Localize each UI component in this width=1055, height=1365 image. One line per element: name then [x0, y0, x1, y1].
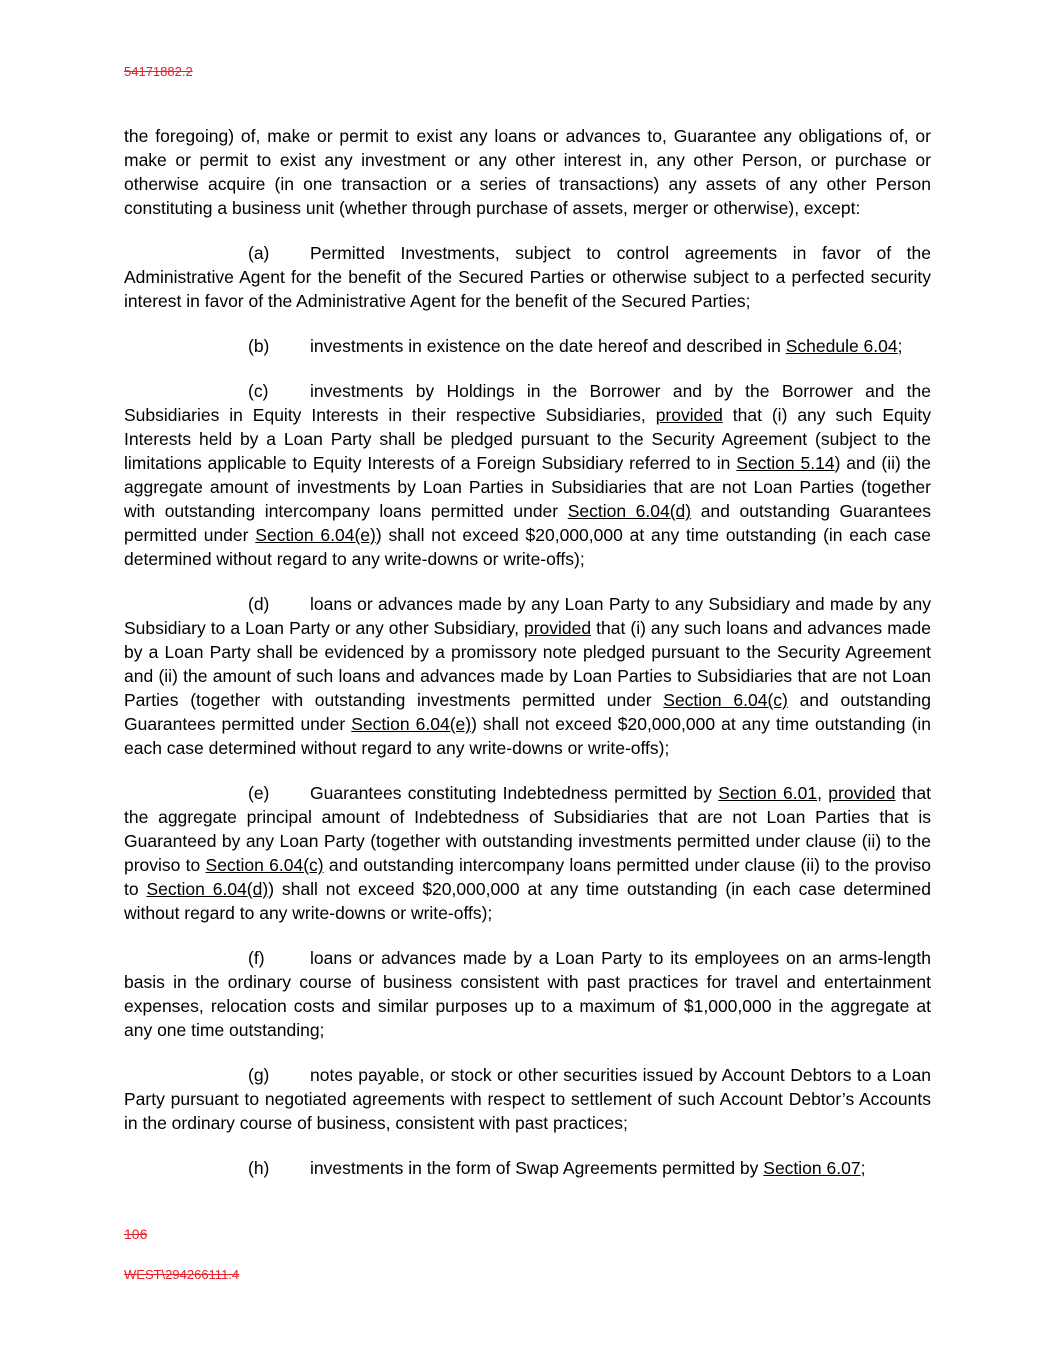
clause-label: (h) [248, 1158, 270, 1178]
cross-reference: provided [523, 618, 592, 638]
clause-text: and outstanding Guarantees permitted under [124, 501, 931, 545]
clause-text: that the aggregate principal amount of Indebtedness of Subsidiaries that are not Loan Parties that is Guaranteed by any Loan Party (together with outstanding investments permitted under clause (ii) to the proviso to [124, 783, 931, 875]
cross-reference: Section 6.04(d) [567, 501, 692, 521]
clause-text: Guarantees constituting Indebtedness permitted by [310, 783, 719, 803]
cross-reference: Section 6.04(d) [146, 879, 269, 899]
clause-text: ) shall not exceed $20,000,000 at any time outstanding (in each case determined without regard to any write-downs or write-offs); [124, 714, 931, 758]
clause-text: that (i) any such Equity Interests held by a Loan Party shall be pledged pursuant to the Security Agreement (subject to the limitations applicable to Equity Interests of a Foreign Subsidiary referred to in [124, 405, 931, 473]
cross-reference: provided [655, 405, 723, 425]
page-number: 106 [124, 1226, 148, 1242]
clause-label: (e) [248, 783, 270, 803]
clause-text: loans or advances made by a Loan Party to its employees on an arms-length basis in the ordinary course of business consistent with past practices for travel and entertainment expenses, relocation costs and similar purposes up to a maximum of $1,000,000 in the aggregate at any one time outstanding; [124, 948, 931, 1040]
clause-f [124, 946, 931, 1042]
clause-label: (d) [248, 594, 270, 614]
header-document-id: 54171882.2 [124, 64, 193, 79]
clause-text: that (i) any such loans and advances made by a Loan Party shall be evidenced by a promissory note pledged pursuant to the Security Agreement and (ii) the amount of such loans and advances made by Loan Parties to Subsidiaries that are not Loan Parties (together with outstanding investments permitted under [124, 618, 931, 710]
clause-text: investments by Holdings in the Borrower and by the Borrower and the Subsidiaries in Equity Interests in their respective Subsidiaries, [124, 381, 931, 425]
cross-reference: Section 6.07 [763, 1158, 861, 1178]
clause-label: (a) [248, 243, 270, 263]
clause-text: notes payable, or stock or other securities issued by Account Debtors to a Loan Party pursuant to negotiated agreements with respect to settlement of such Account Debtor’s Accounts in the ordinary course of business, consistent with past practices; [124, 1065, 931, 1133]
clause-label: (b) [248, 336, 270, 356]
clause-b [124, 334, 931, 358]
clause-label: (f) [248, 948, 265, 968]
clause-label: (g) [248, 1065, 270, 1085]
intro-paragraph: the foregoing) of, make or permit to exist any loans or advances to, Guarantee any obligations of, or make or permit to exist any investment or any other interest in, any other Person, or purchase or otherwise acquire (in one transaction or a series of transactions) any assets of any other Person constituting a business unit (whether through purchase of assets, merger or otherwise), except: [124, 126, 931, 218]
clause-text: and outstanding intercompany loans permitted under clause (ii) to the proviso to [124, 855, 931, 899]
clause-c [124, 379, 931, 571]
footer-document-id: WEST\294266111.4 [124, 1267, 240, 1282]
clause-text: investments in the form of Swap Agreements permitted by [310, 1158, 764, 1178]
cross-reference: Schedule 6.04 [785, 336, 898, 356]
cross-reference: Section 6.04(c) [663, 690, 788, 710]
clause-text: ) shall not exceed $20,000,000 at any time outstanding (in each case determined without regard to any write-downs or write-offs); [124, 879, 931, 923]
clause-text: Permitted Investments, subject to control agreements in favor of the Administrative Agent for the benefit of the Secured Parties or otherwise subject to a perfected security interest in favor of the Administrative Agent for the benefit of the Secured Parties; [124, 243, 931, 311]
clause-h [124, 1156, 931, 1180]
clause-text: and outstanding Guarantees permitted under [124, 690, 931, 734]
clause-text: ) and (ii) the aggregate amount of investments by Loan Parties in Subsidiaries that are not Loan Parties (together with outstanding intercompany loans permitted under [124, 453, 931, 521]
cross-reference: Section 5.14 [736, 453, 835, 473]
clause-text: ; [897, 336, 903, 356]
cross-reference: Section 6.04(e) [351, 714, 472, 734]
clause-text: ) shall not exceed $20,000,000 at any time outstanding (in each case determined without regard to any write-downs or write-offs); [124, 525, 931, 569]
clause-text: ; [860, 1158, 866, 1178]
cross-reference: Section 6.04(e) [255, 525, 376, 545]
document-body [124, 124, 931, 1180]
clause-e [124, 781, 931, 925]
cross-reference: Section 6.01 [718, 783, 818, 803]
clause-label: (c) [248, 381, 269, 401]
clause-text: , [817, 783, 829, 803]
clause-text: loans or advances made by any Loan Party to any Subsidiary and made by any Subsidiary to a Loan Party or any other Subsidiary, [124, 594, 931, 638]
cross-reference: Section 6.04(c) [205, 855, 324, 875]
clause-d [124, 592, 931, 760]
clause-text: investments in existence on the date hereof and described in [310, 336, 786, 356]
clause-a [124, 241, 931, 313]
cross-reference: provided [828, 783, 896, 803]
clause-g [124, 1063, 931, 1135]
